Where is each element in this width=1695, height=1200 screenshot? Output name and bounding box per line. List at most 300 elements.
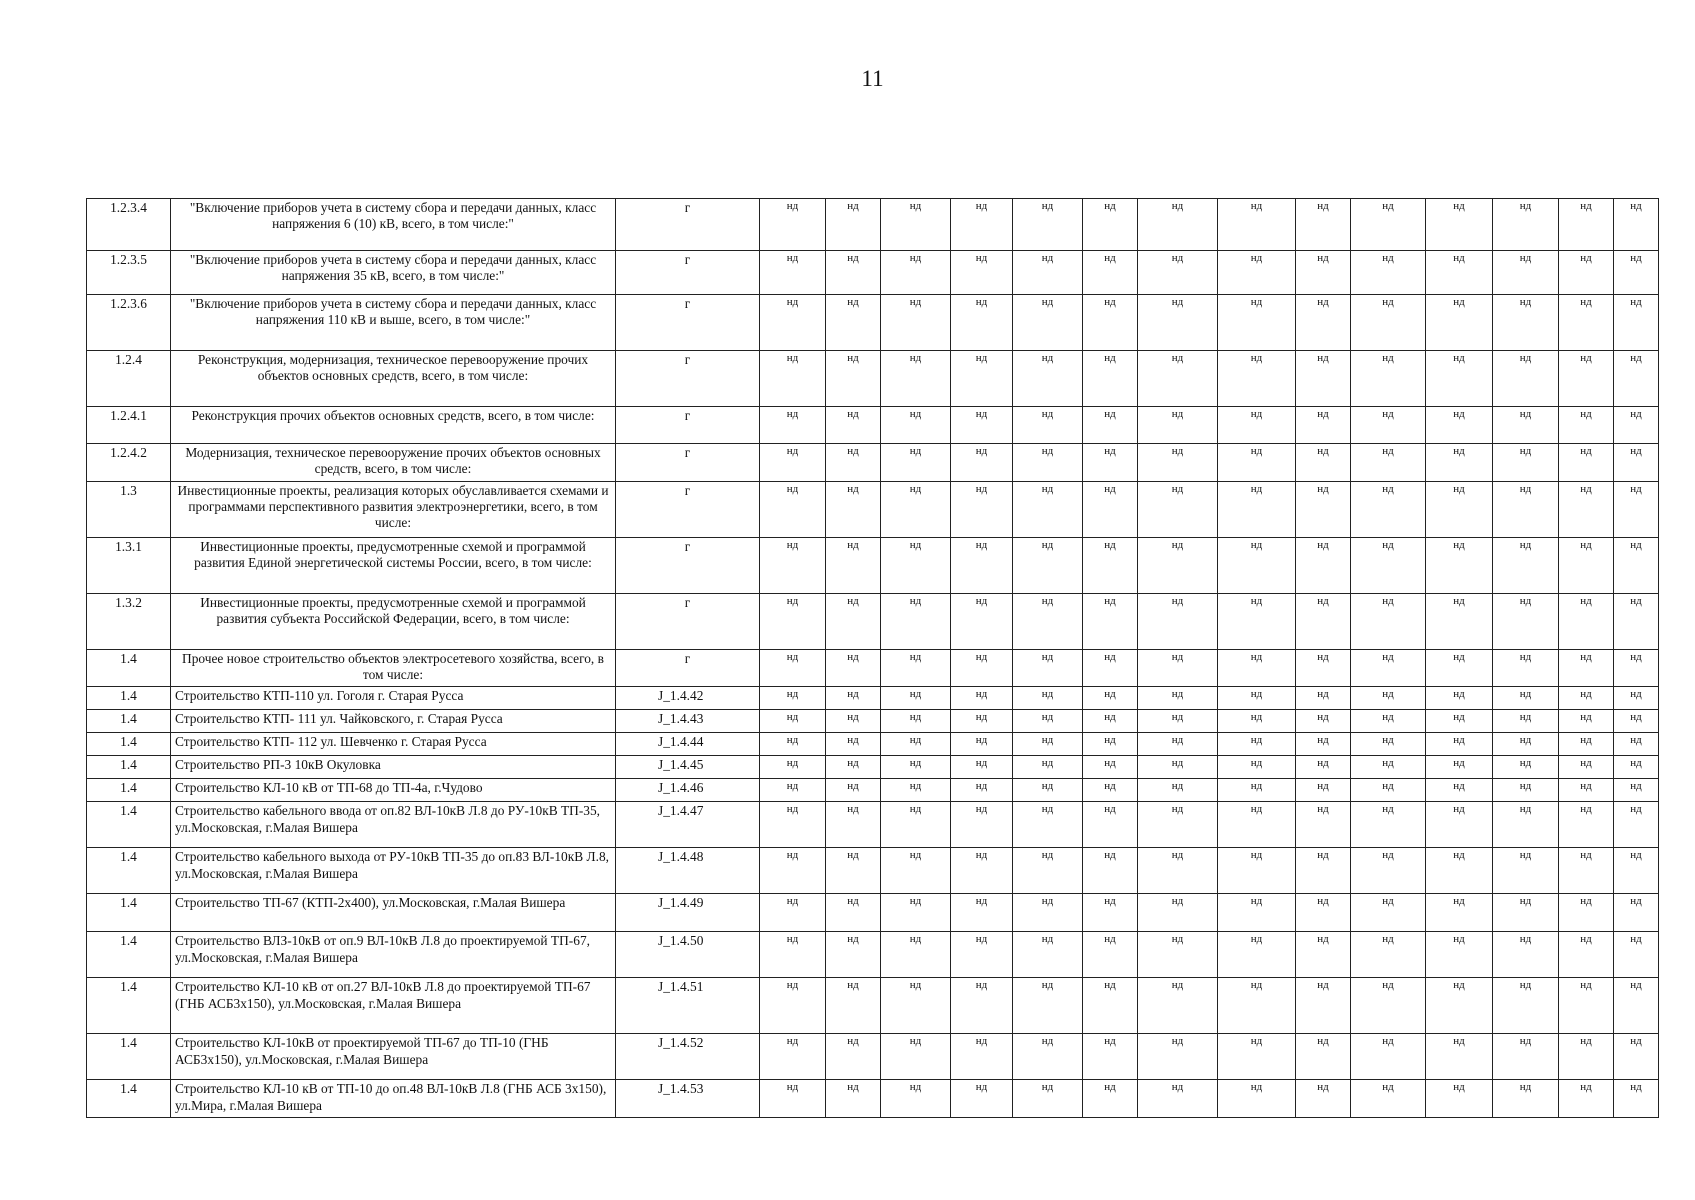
value-cell: нд bbox=[1614, 351, 1659, 407]
value-cell: нд bbox=[1218, 295, 1296, 351]
value-cell: нд bbox=[760, 1080, 826, 1118]
row-code: J_1.4.52 bbox=[616, 1034, 760, 1080]
value-cell: нд bbox=[1218, 407, 1296, 444]
value-cell: нд bbox=[1083, 1034, 1138, 1080]
value-cell: нд bbox=[1296, 295, 1351, 351]
value-cell: нд bbox=[1218, 779, 1296, 802]
table-row bbox=[87, 295, 1659, 351]
value-cell: нд bbox=[1614, 779, 1659, 802]
value-cell: нд bbox=[1426, 733, 1493, 756]
value-cell: нд bbox=[1614, 756, 1659, 779]
value-cell: нд bbox=[1218, 251, 1296, 295]
value-cell: нд bbox=[1493, 537, 1559, 593]
row-code: г bbox=[616, 593, 760, 649]
value-cell: нд bbox=[951, 932, 1013, 978]
value-cell: нд bbox=[1351, 756, 1426, 779]
value-cell: нд bbox=[1351, 251, 1426, 295]
value-cell: нд bbox=[1559, 593, 1614, 649]
value-cell: нд bbox=[1013, 251, 1083, 295]
value-cell: нд bbox=[1614, 481, 1659, 537]
value-cell: нд bbox=[1013, 687, 1083, 710]
value-cell: нд bbox=[1493, 251, 1559, 295]
value-cell: нд bbox=[881, 351, 951, 407]
value-cell: нд bbox=[951, 733, 1013, 756]
table-body bbox=[87, 199, 1659, 1118]
value-cell: нд bbox=[1083, 779, 1138, 802]
row-code: J_1.4.45 bbox=[616, 756, 760, 779]
value-cell: нд bbox=[1296, 848, 1351, 894]
row-code: г bbox=[616, 351, 760, 407]
value-cell: нд bbox=[1296, 199, 1351, 251]
value-cell: нд bbox=[1296, 351, 1351, 407]
value-cell: нд bbox=[881, 1034, 951, 1080]
value-cell: нд bbox=[826, 199, 881, 251]
value-cell: нд bbox=[1493, 199, 1559, 251]
value-cell: нд bbox=[1426, 894, 1493, 932]
value-cell: нд bbox=[1083, 932, 1138, 978]
row-number: 1.4 bbox=[87, 779, 171, 802]
value-cell: нд bbox=[760, 199, 826, 251]
value-cell: нд bbox=[1138, 848, 1218, 894]
value-cell: нд bbox=[1351, 295, 1426, 351]
table-row bbox=[87, 894, 1659, 932]
value-cell: нд bbox=[1493, 932, 1559, 978]
row-name: "Включение приборов учета в систему сбора и передачи данных, класс напряжения 110 кВ и выше, всего, в том числе:" bbox=[171, 295, 616, 351]
value-cell: нд bbox=[1351, 932, 1426, 978]
value-cell: нд bbox=[881, 593, 951, 649]
value-cell: нд bbox=[1559, 756, 1614, 779]
row-code: J_1.4.42 bbox=[616, 687, 760, 710]
value-cell: нд bbox=[1426, 779, 1493, 802]
value-cell: нд bbox=[1138, 351, 1218, 407]
row-number: 1.4 bbox=[87, 733, 171, 756]
value-cell: нд bbox=[1559, 649, 1614, 687]
value-cell: нд bbox=[881, 756, 951, 779]
value-cell: нд bbox=[1218, 1080, 1296, 1118]
value-cell: нд bbox=[881, 932, 951, 978]
value-cell: нд bbox=[1138, 444, 1218, 482]
value-cell: нд bbox=[1426, 593, 1493, 649]
value-cell: нд bbox=[1218, 593, 1296, 649]
value-cell: нд bbox=[1083, 649, 1138, 687]
value-cell: нд bbox=[1426, 351, 1493, 407]
value-cell: нд bbox=[1351, 779, 1426, 802]
value-cell: нд bbox=[881, 894, 951, 932]
row-code: г bbox=[616, 407, 760, 444]
row-code: г bbox=[616, 649, 760, 687]
value-cell: нд bbox=[1351, 848, 1426, 894]
value-cell: нд bbox=[1013, 593, 1083, 649]
value-cell: нд bbox=[1138, 481, 1218, 537]
page-number: 11 bbox=[861, 66, 884, 91]
value-cell: нд bbox=[1083, 351, 1138, 407]
value-cell: нд bbox=[826, 978, 881, 1034]
value-cell: нд bbox=[881, 295, 951, 351]
value-cell: нд bbox=[1296, 978, 1351, 1034]
value-cell: нд bbox=[1351, 593, 1426, 649]
row-name: Строительство КЛ-10 кВ от ТП-10 до оп.48 ВЛ-10кВ Л.8 (ГНБ АСБ 3х150), ул.Мира, г.Малая Вишера bbox=[171, 1080, 616, 1118]
value-cell: нд bbox=[1013, 481, 1083, 537]
value-cell: нд bbox=[760, 756, 826, 779]
row-number: 1.4 bbox=[87, 802, 171, 848]
value-cell: нд bbox=[1083, 802, 1138, 848]
value-cell: нд bbox=[1559, 978, 1614, 1034]
value-cell: нд bbox=[760, 779, 826, 802]
value-cell: нд bbox=[1614, 932, 1659, 978]
value-cell: нд bbox=[760, 251, 826, 295]
value-cell: нд bbox=[1083, 444, 1138, 482]
value-cell: нд bbox=[1614, 251, 1659, 295]
value-cell: нд bbox=[1296, 1080, 1351, 1118]
value-cell: нд bbox=[1138, 649, 1218, 687]
value-cell: нд bbox=[1351, 199, 1426, 251]
row-code: J_1.4.50 bbox=[616, 932, 760, 978]
value-cell: нд bbox=[826, 848, 881, 894]
value-cell: нд bbox=[1614, 407, 1659, 444]
value-cell: нд bbox=[1138, 407, 1218, 444]
value-cell: нд bbox=[760, 932, 826, 978]
value-cell: нд bbox=[1138, 251, 1218, 295]
value-cell: нд bbox=[951, 199, 1013, 251]
value-cell: нд bbox=[951, 351, 1013, 407]
value-cell: нд bbox=[826, 444, 881, 482]
value-cell: нд bbox=[760, 848, 826, 894]
value-cell: нд bbox=[1559, 802, 1614, 848]
table-row bbox=[87, 1034, 1659, 1080]
value-cell: нд bbox=[826, 894, 881, 932]
value-cell: нд bbox=[1013, 407, 1083, 444]
value-cell: нд bbox=[1218, 978, 1296, 1034]
row-code: г bbox=[616, 251, 760, 295]
value-cell: нд bbox=[760, 1034, 826, 1080]
row-name: Строительство КТП-110 ул. Гоголя г. Старая Русса bbox=[171, 687, 616, 710]
value-cell: нд bbox=[826, 295, 881, 351]
table-row bbox=[87, 407, 1659, 444]
table-row bbox=[87, 444, 1659, 482]
value-cell: нд bbox=[881, 710, 951, 733]
row-number: 1.4 bbox=[87, 978, 171, 1034]
value-cell: нд bbox=[1013, 295, 1083, 351]
row-name: Прочее новое строительство объектов электросетевого хозяйства, всего, в том числе: bbox=[171, 649, 616, 687]
value-cell: нд bbox=[881, 802, 951, 848]
value-cell: нд bbox=[1218, 932, 1296, 978]
value-cell: нд bbox=[826, 407, 881, 444]
value-cell: нд bbox=[1013, 1034, 1083, 1080]
value-cell: нд bbox=[1426, 802, 1493, 848]
value-cell: нд bbox=[826, 756, 881, 779]
row-number: 1.4 bbox=[87, 848, 171, 894]
table-row bbox=[87, 756, 1659, 779]
row-code: J_1.4.46 bbox=[616, 779, 760, 802]
row-code: г bbox=[616, 199, 760, 251]
value-cell: нд bbox=[1351, 978, 1426, 1034]
value-cell: нд bbox=[1426, 649, 1493, 687]
value-cell: нд bbox=[1614, 537, 1659, 593]
value-cell: нд bbox=[1013, 894, 1083, 932]
value-cell: нд bbox=[826, 649, 881, 687]
row-name: Модернизация, техническое перевооружение прочих объектов основных средств, всего, в том числе: bbox=[171, 444, 616, 482]
row-number: 1.2.4.1 bbox=[87, 407, 171, 444]
value-cell: нд bbox=[881, 407, 951, 444]
value-cell: нд bbox=[951, 710, 1013, 733]
value-cell: нд bbox=[1614, 802, 1659, 848]
row-number: 1.3.1 bbox=[87, 537, 171, 593]
value-cell: нд bbox=[1426, 199, 1493, 251]
row-name: "Включение приборов учета в систему сбора и передачи данных, класс напряжения 6 (10) кВ, всего, в том числе:" bbox=[171, 199, 616, 251]
value-cell: нд bbox=[1013, 848, 1083, 894]
value-cell: нд bbox=[1351, 802, 1426, 848]
table-row bbox=[87, 779, 1659, 802]
row-number: 1.3.2 bbox=[87, 593, 171, 649]
table-row bbox=[87, 687, 1659, 710]
value-cell: нд bbox=[1083, 593, 1138, 649]
table-row bbox=[87, 251, 1659, 295]
value-cell: нд bbox=[1013, 351, 1083, 407]
value-cell: нд bbox=[760, 351, 826, 407]
row-code: г bbox=[616, 444, 760, 482]
value-cell: нд bbox=[1083, 537, 1138, 593]
value-cell: нд bbox=[1138, 733, 1218, 756]
row-number: 1.4 bbox=[87, 1080, 171, 1118]
value-cell: нд bbox=[1083, 199, 1138, 251]
value-cell: нд bbox=[826, 481, 881, 537]
value-cell: нд bbox=[951, 894, 1013, 932]
value-cell: нд bbox=[1426, 687, 1493, 710]
row-name: Строительство ТП-67 (КТП-2х400), ул.Московская, г.Малая Вишера bbox=[171, 894, 616, 932]
value-cell: нд bbox=[881, 649, 951, 687]
value-cell: нд bbox=[760, 649, 826, 687]
value-cell: нд bbox=[1493, 756, 1559, 779]
value-cell: нд bbox=[1296, 802, 1351, 848]
value-cell: нд bbox=[1559, 733, 1614, 756]
value-cell: нд bbox=[1559, 351, 1614, 407]
value-cell: нд bbox=[1493, 687, 1559, 710]
value-cell: нд bbox=[1493, 407, 1559, 444]
value-cell: нд bbox=[760, 802, 826, 848]
value-cell: нд bbox=[951, 295, 1013, 351]
row-code: J_1.4.43 bbox=[616, 710, 760, 733]
value-cell: нд bbox=[1614, 444, 1659, 482]
value-cell: нд bbox=[1083, 978, 1138, 1034]
value-cell: нд bbox=[1493, 802, 1559, 848]
row-code: J_1.4.48 bbox=[616, 848, 760, 894]
value-cell: нд bbox=[1013, 756, 1083, 779]
value-cell: нд bbox=[1559, 295, 1614, 351]
value-cell: нд bbox=[1296, 407, 1351, 444]
value-cell: нд bbox=[1013, 779, 1083, 802]
value-cell: нд bbox=[1559, 779, 1614, 802]
value-cell: нд bbox=[826, 1080, 881, 1118]
value-cell: нд bbox=[760, 710, 826, 733]
value-cell: нд bbox=[1138, 779, 1218, 802]
row-name: "Включение приборов учета в систему сбора и передачи данных, класс напряжения 35 кВ, всего, в том числе:" bbox=[171, 251, 616, 295]
value-cell: нд bbox=[1296, 537, 1351, 593]
value-cell: нд bbox=[951, 848, 1013, 894]
value-cell: нд bbox=[1138, 710, 1218, 733]
value-cell: нд bbox=[1559, 199, 1614, 251]
value-cell: нд bbox=[1426, 978, 1493, 1034]
value-cell: нд bbox=[1614, 848, 1659, 894]
value-cell: нд bbox=[1138, 894, 1218, 932]
value-cell: нд bbox=[1493, 779, 1559, 802]
value-cell: нд bbox=[760, 295, 826, 351]
value-cell: нд bbox=[1218, 481, 1296, 537]
value-cell: нд bbox=[881, 1080, 951, 1118]
value-cell: нд bbox=[1218, 733, 1296, 756]
row-name: Строительство кабельного ввода от оп.82 ВЛ-10кВ Л.8 до РУ-10кВ ТП-35, ул.Московская, г.Малая Вишера bbox=[171, 802, 616, 848]
value-cell: нд bbox=[951, 802, 1013, 848]
value-cell: нд bbox=[1218, 687, 1296, 710]
value-cell: нд bbox=[1083, 756, 1138, 779]
value-cell: нд bbox=[1296, 481, 1351, 537]
table-row bbox=[87, 978, 1659, 1034]
value-cell: нд bbox=[1296, 733, 1351, 756]
value-cell: нд bbox=[1351, 481, 1426, 537]
value-cell: нд bbox=[1083, 251, 1138, 295]
row-number: 1.2.3.5 bbox=[87, 251, 171, 295]
value-cell: нд bbox=[951, 251, 1013, 295]
value-cell: нд bbox=[881, 481, 951, 537]
value-cell: нд bbox=[826, 802, 881, 848]
row-code: J_1.4.53 bbox=[616, 1080, 760, 1118]
value-cell: нд bbox=[826, 537, 881, 593]
value-cell: нд bbox=[1138, 537, 1218, 593]
value-cell: нд bbox=[881, 251, 951, 295]
value-cell: нд bbox=[1083, 848, 1138, 894]
value-cell: нд bbox=[1218, 199, 1296, 251]
value-cell: нд bbox=[1013, 537, 1083, 593]
row-number: 1.4 bbox=[87, 756, 171, 779]
row-name: Реконструкция прочих объектов основных средств, всего, в том числе: bbox=[171, 407, 616, 444]
value-cell: нд bbox=[951, 687, 1013, 710]
value-cell: нд bbox=[1138, 199, 1218, 251]
value-cell: нд bbox=[881, 733, 951, 756]
value-cell: нд bbox=[1083, 481, 1138, 537]
row-number: 1.3 bbox=[87, 481, 171, 537]
table-row bbox=[87, 848, 1659, 894]
value-cell: нд bbox=[1083, 295, 1138, 351]
value-cell: нд bbox=[1296, 710, 1351, 733]
value-cell: нд bbox=[1493, 710, 1559, 733]
value-cell: нд bbox=[1351, 444, 1426, 482]
value-cell: нд bbox=[1218, 756, 1296, 779]
value-cell: нд bbox=[1493, 848, 1559, 894]
value-cell: нд bbox=[760, 444, 826, 482]
value-cell: нд bbox=[1559, 1034, 1614, 1080]
value-cell: нд bbox=[1013, 649, 1083, 687]
table-row bbox=[87, 1080, 1659, 1118]
value-cell: нд bbox=[1493, 978, 1559, 1034]
value-cell: нд bbox=[1296, 251, 1351, 295]
row-name: Строительство РП-3 10кВ Окуловка bbox=[171, 756, 616, 779]
row-name: Инвестиционные проекты, предусмотренные схемой и программой развития Единой энергетической системы России, всего, в том числе: bbox=[171, 537, 616, 593]
row-name: Строительство КТП- 111 ул. Чайковского, г. Старая Русса bbox=[171, 710, 616, 733]
value-cell: нд bbox=[1614, 295, 1659, 351]
value-cell: нд bbox=[1218, 444, 1296, 482]
value-cell: нд bbox=[1351, 351, 1426, 407]
value-cell: нд bbox=[1559, 1080, 1614, 1118]
value-cell: нд bbox=[1493, 351, 1559, 407]
value-cell: нд bbox=[1559, 444, 1614, 482]
value-cell: нд bbox=[1426, 251, 1493, 295]
value-cell: нд bbox=[826, 1034, 881, 1080]
value-cell: нд bbox=[951, 779, 1013, 802]
row-number: 1.2.4 bbox=[87, 351, 171, 407]
value-cell: нд bbox=[826, 351, 881, 407]
value-cell: нд bbox=[1296, 593, 1351, 649]
table-row bbox=[87, 710, 1659, 733]
value-cell: нд bbox=[1426, 481, 1493, 537]
value-cell: нд bbox=[951, 444, 1013, 482]
value-cell: нд bbox=[1296, 687, 1351, 710]
row-number: 1.2.3.6 bbox=[87, 295, 171, 351]
row-name: Строительство КЛ-10кВ от проектируемой ТП-67 до ТП-10 (ГНБ АСБ3х150), ул.Московская, г.Малая Вишера bbox=[171, 1034, 616, 1080]
row-code: J_1.4.49 bbox=[616, 894, 760, 932]
value-cell: нд bbox=[1493, 444, 1559, 482]
value-cell: нд bbox=[951, 1080, 1013, 1118]
value-cell: нд bbox=[1493, 593, 1559, 649]
row-name: Строительство кабельного выхода от РУ-10кВ ТП-35 до оп.83 ВЛ-10кВ Л.8, ул.Московская, г.Малая Вишера bbox=[171, 848, 616, 894]
value-cell: нд bbox=[1083, 733, 1138, 756]
value-cell: нд bbox=[881, 848, 951, 894]
value-cell: нд bbox=[951, 649, 1013, 687]
value-cell: нд bbox=[826, 932, 881, 978]
value-cell: нд bbox=[1296, 1034, 1351, 1080]
value-cell: нд bbox=[1559, 932, 1614, 978]
value-cell: нд bbox=[1559, 407, 1614, 444]
value-cell: нд bbox=[1493, 649, 1559, 687]
value-cell: нд bbox=[881, 779, 951, 802]
value-cell: нд bbox=[951, 593, 1013, 649]
value-cell: нд bbox=[826, 779, 881, 802]
value-cell: нд bbox=[1013, 978, 1083, 1034]
value-cell: нд bbox=[826, 687, 881, 710]
table-row bbox=[87, 802, 1659, 848]
value-cell: нд bbox=[1138, 802, 1218, 848]
value-cell: нд bbox=[1138, 1034, 1218, 1080]
value-cell: нд bbox=[1138, 1080, 1218, 1118]
value-cell: нд bbox=[1614, 710, 1659, 733]
value-cell: нд bbox=[1351, 407, 1426, 444]
value-cell: нд bbox=[1351, 710, 1426, 733]
value-cell: нд bbox=[1493, 1080, 1559, 1118]
value-cell: нд bbox=[760, 733, 826, 756]
table-row bbox=[87, 932, 1659, 978]
value-cell: нд bbox=[826, 593, 881, 649]
value-cell: нд bbox=[1013, 733, 1083, 756]
value-cell: нд bbox=[1614, 687, 1659, 710]
value-cell: нд bbox=[1218, 1034, 1296, 1080]
value-cell: нд bbox=[1218, 894, 1296, 932]
value-cell: нд bbox=[881, 978, 951, 1034]
value-cell: нд bbox=[1138, 978, 1218, 1034]
table-row bbox=[87, 649, 1659, 687]
row-number: 1.4 bbox=[87, 649, 171, 687]
value-cell: нд bbox=[1138, 756, 1218, 779]
value-cell: нд bbox=[1218, 537, 1296, 593]
value-cell: нд bbox=[1138, 932, 1218, 978]
value-cell: нд bbox=[1218, 710, 1296, 733]
value-cell: нд bbox=[1559, 251, 1614, 295]
value-cell: нд bbox=[1296, 779, 1351, 802]
value-cell: нд bbox=[1013, 710, 1083, 733]
table-row bbox=[87, 199, 1659, 251]
value-cell: нд bbox=[1493, 894, 1559, 932]
value-cell: нд bbox=[826, 710, 881, 733]
row-code: г bbox=[616, 537, 760, 593]
value-cell: нд bbox=[1493, 295, 1559, 351]
value-cell: нд bbox=[881, 444, 951, 482]
